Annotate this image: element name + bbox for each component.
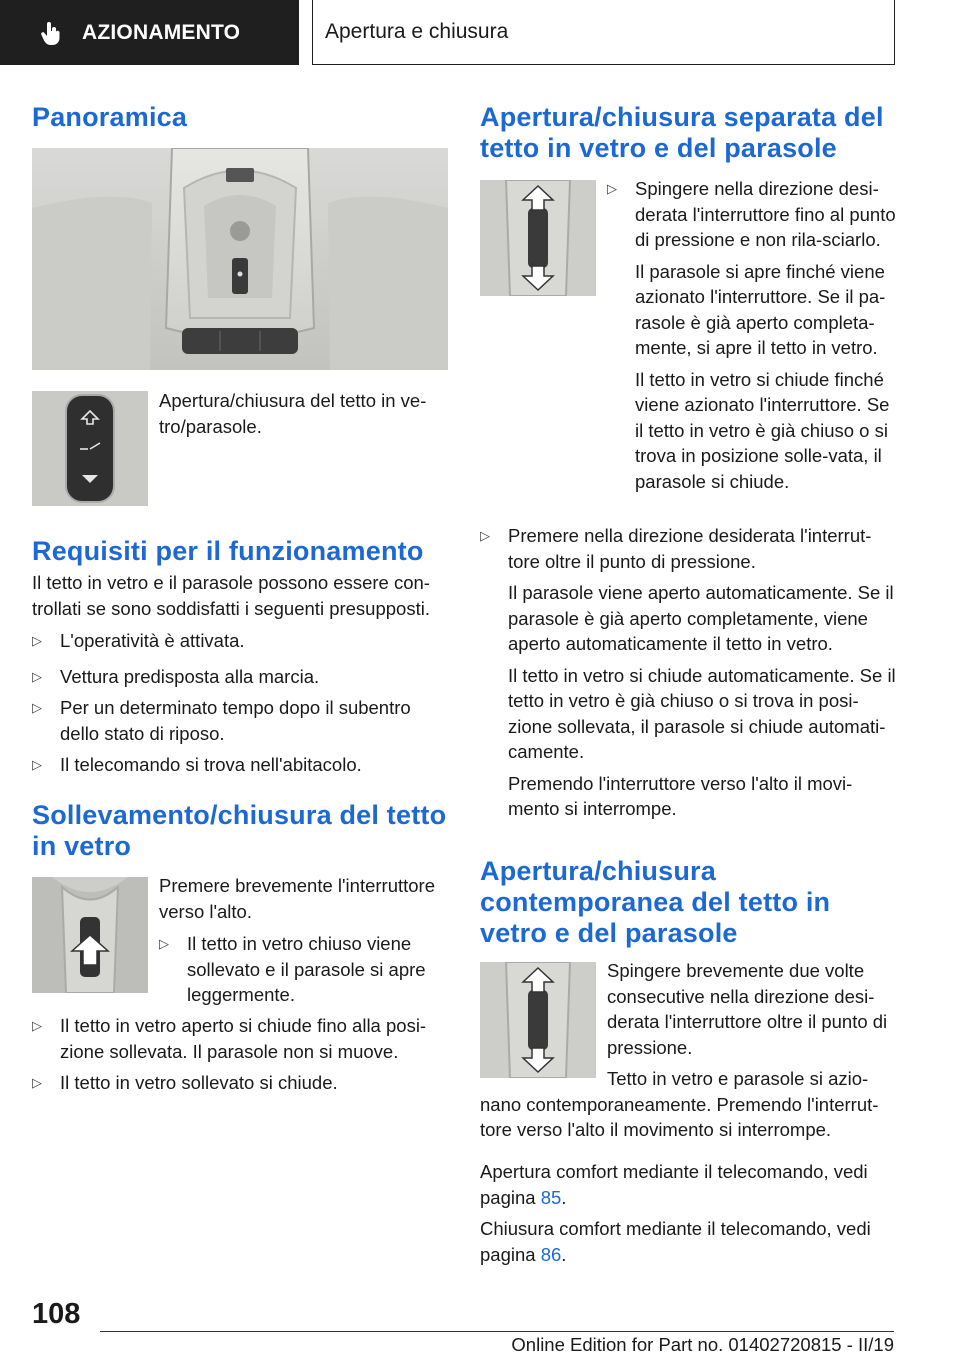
roof-switch-image: [32, 391, 148, 506]
page-number: 108: [32, 1298, 81, 1330]
overhead-console-image: [32, 148, 448, 370]
comfort-open-note: Apertura comfort mediante il telecomando, vedi pagina 85.: [480, 1161, 868, 1208]
list-item: ▷ Per un determinato tempo dopo il subentro dello stato di riposo.: [32, 695, 448, 746]
bullet-triangle-icon: ▷: [32, 757, 42, 772]
bullet-triangle-icon: ▷: [480, 528, 490, 543]
footer-divider: [100, 1331, 894, 1332]
list-item: ▷ Il tetto in vetro chiuso viene sollevato e il parasole si apre leggermente.: [159, 931, 448, 1008]
heading-panoramica: Panoramica: [32, 102, 188, 132]
sollevamento-intro: Premere brevemente l'interruttore verso l'alto.: [159, 875, 436, 922]
heading-requisiti: Requisiti per il funzionamento: [32, 536, 424, 566]
hand-pointer-icon: [38, 19, 66, 47]
page-link-85[interactable]: 85: [540, 1186, 562, 1208]
bullet-triangle-icon: ▷: [32, 1018, 42, 1033]
bullet-triangle-icon: ▷: [607, 181, 617, 196]
contemporanea-result: Tetto in vetro e parasole si azio-nano contemporaneamente. Premendo l'interrut-tore verso l'alto il movimento si interrompe.: [480, 1068, 879, 1140]
edition-note: Online Edition for Part no. 01402720815 - II/19: [511, 1334, 894, 1355]
requisiti-intro: Il tetto in vetro e il parasole possono essere con-trollati se sono soddisfatti i seguenti presupposti.: [32, 572, 430, 619]
switch-double-press-image: [480, 962, 596, 1078]
contemporanea-instruction: Spingere brevemente due volte consecutive nella direzione desi-derata l'interruttore oltre il punto di pressione.: [607, 960, 888, 1058]
list-item: ▷ Spingere nella direzione desi-derata l'interruttore fino al punto di pressione e non rila-sciarlo. Il parasole si apre finché viene azionato l'interruttore. Se il pa-rasole è già aperto completa-mente, si apre il tetto in vetro. Il tetto in vetro si chiude finché viene azionato l'interruttore. Se il tetto in vetro è già chiuso o si trova in posizione solle-vata, il parasole si chiude.: [607, 176, 896, 494]
bullet-triangle-icon: ▷: [32, 1075, 42, 1090]
list-item: ▷ Il telecomando si trova nell'abitacolo.: [32, 752, 448, 778]
list-item: ▷ L'operatività è attivata.: [32, 628, 448, 654]
bullet-triangle-icon: ▷: [32, 700, 42, 715]
switch-push-up-image: [32, 877, 148, 993]
list-item: ▷ Premere nella direzione desiderata l'interrut-tore oltre il punto di pressione. Il parasole viene aperto automaticamente. Se il parasole è già aperto completamente, viene aperto automaticamente il tetto in vetro. Il tetto in vetro si chiude automaticamente. Se il tetto in vetro è già chiuso o si trova in posi-zione sollevata, il parasole si chiude automati-camente. Premendo l'interruttore verso l'alto il movi-mento si interrompe.: [480, 523, 896, 822]
list-item: ▷ Il tetto in vetro sollevato si chiude.: [32, 1070, 448, 1096]
comfort-close-note: Chiusura comfort mediante il telecomando, vedi pagina 86.: [480, 1218, 871, 1265]
list-item: ▷ Il tetto in vetro aperto si chiude fino alla posi-zione sollevata. Il parasole non si muove.: [32, 1013, 448, 1064]
chapter-header: [312, 0, 895, 65]
heading-separata: Apertura/chiusura separata del tetto in vetro e del parasole: [480, 102, 884, 163]
bullet-triangle-icon: ▷: [159, 936, 169, 951]
heading-sollevamento: Sollevamento/chiusura del tetto in vetro: [32, 800, 447, 861]
bullet-triangle-icon: ▷: [32, 669, 42, 684]
page-link-86[interactable]: 86: [540, 1243, 562, 1265]
heading-contemporanea: Apertura/chiusura contemporanea del tetto in vetro e del parasole: [480, 856, 831, 948]
chapter-title: Apertura e chiusura: [325, 20, 509, 43]
bullet-triangle-icon: ▷: [32, 633, 42, 648]
switch-caption: Apertura/chiusura del tetto in ve-tro/parasole.: [159, 390, 427, 437]
switch-up-down-image: [480, 180, 596, 296]
list-item: ▷ Vettura predisposta alla marcia.: [32, 664, 448, 690]
section-tab: [0, 0, 299, 65]
section-label: AZIONAMENTO: [82, 20, 241, 44]
